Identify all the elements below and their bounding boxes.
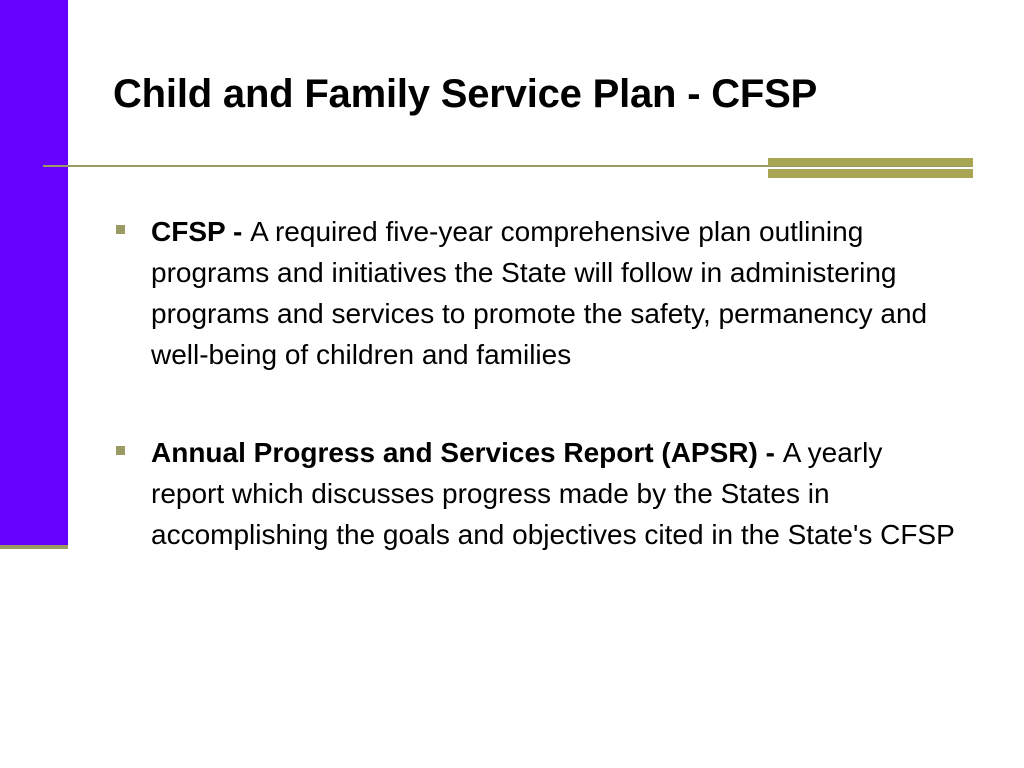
title-divider-accent-upper <box>768 158 973 166</box>
bullet-text: A required five-year comprehensive plan outlining programs and initiatives the State will follow in administering programs and services to promote the safety, permanency and well-being of children and families <box>151 216 928 370</box>
bullet-list <box>113 211 958 555</box>
left-accent-bar-base <box>0 545 68 549</box>
bullet-term: Annual Progress and Services Report (APSR) - <box>151 437 783 468</box>
bullet-item-apsr <box>113 432 958 555</box>
square-bullet-icon <box>116 446 125 455</box>
left-accent-bar <box>0 0 68 545</box>
bullet-text: A yearly report which discusses progress made by the States in accomplishing the goals and objectives cited in the State's CFSP <box>151 437 955 550</box>
bullet-term: CFSP - <box>151 216 251 247</box>
bullet-item-cfsp <box>113 211 958 375</box>
slide-title: Child and Family Service Plan - CFSP <box>113 72 818 116</box>
title-divider-accent-lower <box>768 169 973 178</box>
square-bullet-icon <box>116 225 125 234</box>
